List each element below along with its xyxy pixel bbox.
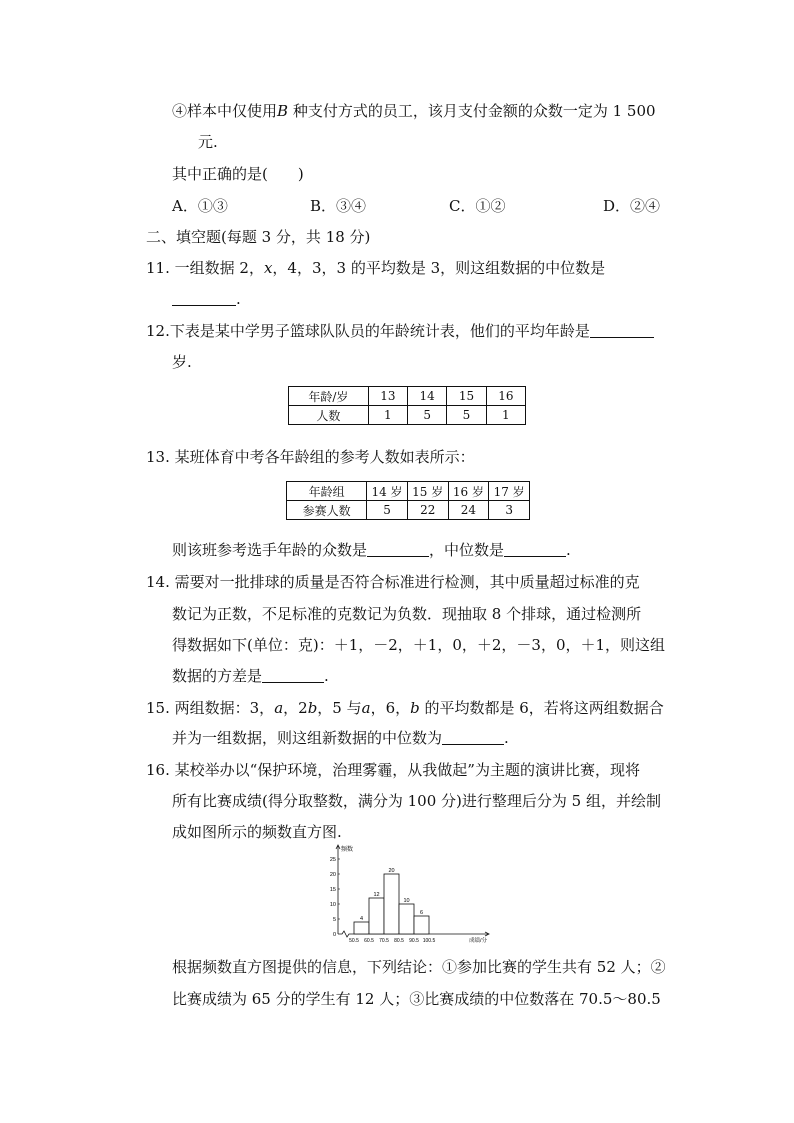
q11-answer-blank[interactable]: [172, 290, 236, 306]
table-row: [287, 501, 530, 520]
q10-prompt: 其中正确的是( ): [172, 165, 304, 183]
q15-tail: .: [504, 729, 509, 747]
q15-var-a2: a: [361, 699, 371, 717]
y-tick-label: 10: [329, 902, 336, 908]
table-cell: 16 岁: [448, 482, 489, 501]
q11-text-b: ，4，3，3 的平均数是 3，则这组数据的中位数是: [272, 259, 606, 277]
q10-item4-line2: 元.: [198, 133, 218, 151]
section2-title: 二、填空题(每题 3 分，共 18 分): [146, 228, 371, 246]
histogram-bar: [399, 904, 414, 934]
x-tick-label: 90.5: [409, 938, 419, 944]
q13-age-group-table: [286, 481, 530, 520]
y-tick-label: 15: [329, 887, 336, 893]
q12-answer-blank[interactable]: [590, 322, 654, 338]
table-row: [287, 482, 530, 501]
table-row: [289, 387, 526, 406]
q15-number: 15.: [146, 699, 170, 717]
q16-line3: 成如图所示的频数直方图.: [172, 823, 342, 841]
bar-value-label: 20: [388, 868, 395, 874]
q16-text-1: 某校举办以“保护环境，治理雾霾，从我做起”为主题的演讲比赛，现将: [174, 761, 640, 779]
q10-option-a: A．①③: [172, 197, 228, 215]
q11-line1: [146, 258, 605, 278]
y-tick-label: 0: [332, 932, 336, 938]
x-tick-label: 100.5: [422, 938, 436, 944]
table-cell: 14: [408, 387, 447, 406]
q12-text: 下表是某中学男子篮球队队员的年龄统计表，他们的平均年龄是: [169, 322, 590, 340]
q15-text-2: 并为一组数据，则这组新数据的中位数为: [172, 729, 443, 747]
q13-follow-a: 则该班参考选手年龄的众数是: [172, 541, 368, 559]
q11-text-a: 一组数据 2，: [174, 259, 264, 277]
histogram-bar: [384, 874, 399, 934]
q16-after2: 比赛成绩为 65 分的学生有 12 人；③比赛成绩的中位数落在 70.5～80.5: [172, 990, 661, 1008]
q15-text-c: ，5 与: [317, 699, 362, 717]
table-cell: 15: [447, 387, 486, 406]
table-cell: 14 岁: [367, 482, 408, 501]
table-cell: 17 岁: [489, 482, 530, 501]
q14-answer-blank[interactable]: [262, 667, 324, 683]
x-tick-label: 70.5: [379, 938, 389, 944]
q14-number: 14.: [146, 573, 170, 591]
q11-tail: .: [236, 290, 241, 308]
q14-text-1: 需要对一批排球的质量是否符合标准进行检测，其中质量超过标准的克: [174, 573, 640, 591]
q13-followup: [172, 540, 571, 560]
q12-number: 12.: [146, 322, 170, 340]
q14-line3: 得数据如下(单位：克)：＋1，－2，＋1，0，＋2，－3，0，＋1，则这组: [172, 636, 666, 654]
q10-option-c: C．①②: [449, 197, 506, 215]
table-cell: 5: [408, 406, 447, 425]
q10-option-b: B．③④: [310, 197, 367, 215]
q16-number: 16.: [146, 761, 170, 779]
q10-item4-text-b: 种支付方式的员工，该月支付金额的众数一定为 1 500: [288, 102, 656, 120]
table-cell: 16: [486, 387, 525, 406]
table-cell: 5: [367, 501, 408, 520]
q13-line1: [146, 447, 475, 467]
q15-text-d: ，6，: [370, 699, 411, 717]
table-cell: 3: [489, 501, 530, 520]
q14-line4: [172, 666, 329, 686]
q15-var-b2: b: [410, 699, 420, 717]
table-cell: 年龄组: [287, 482, 367, 501]
q14-line2: 数记为正数，不足标准的克数记为负数．现抽取 8 个排球，通过检测所: [172, 605, 642, 623]
y-tick-label: 5: [332, 917, 336, 923]
bar-value-label: 6: [419, 910, 424, 916]
histogram-bar: [369, 898, 384, 934]
q14-text-4: 数据的方差是: [172, 667, 263, 685]
histogram-bar: [414, 916, 429, 934]
x-tick-label: 50.5: [349, 938, 359, 944]
q14-line1: [146, 572, 640, 592]
q15-text-a: 两组数据：3，: [174, 699, 275, 717]
table-cell: 参赛人数: [287, 501, 367, 520]
q13-mode-blank[interactable]: [367, 541, 429, 557]
q15-text-b: ，2: [283, 699, 308, 717]
table-cell: 24: [448, 501, 489, 520]
q10-option-d: D．②④: [603, 197, 661, 215]
table-cell: 13: [368, 387, 407, 406]
q11-number: 11.: [146, 259, 170, 277]
q13-number: 13.: [146, 448, 170, 466]
y-tick-label: 20: [329, 872, 336, 878]
q12-line1: [146, 321, 654, 341]
q15-var-a1: a: [274, 699, 284, 717]
q13-follow-c: .: [566, 541, 571, 559]
y-tick-label: 25: [329, 857, 336, 863]
q10-item4-line1: [172, 101, 656, 121]
q15-line1: [146, 698, 664, 718]
table-cell: 15 岁: [407, 482, 448, 501]
q11-line2: [172, 289, 241, 309]
q15-line2: [172, 728, 509, 748]
q15-text-e: 的平均数都是 6，若将这两组数据合: [419, 699, 664, 717]
histogram-bar: [354, 922, 369, 934]
x-tick-label: 60.5: [364, 938, 374, 944]
bar-value-label: 4: [359, 916, 364, 922]
q12-tail: 岁.: [172, 353, 192, 371]
frequency-histogram: [318, 842, 494, 946]
q12-age-table: [288, 386, 526, 425]
q13-median-blank[interactable]: [504, 541, 566, 557]
table-cell: 1: [368, 406, 407, 425]
q13-follow-b: ，中位数是: [429, 541, 505, 559]
table-cell: 人数: [289, 406, 369, 425]
y-axis-label: 频数: [341, 847, 354, 853]
q15-var-b1: b: [307, 699, 318, 717]
table-cell: 5: [447, 406, 486, 425]
q14-tail: .: [324, 667, 329, 685]
x-tick-label: 80.5: [394, 938, 404, 944]
table-cell: 年龄/岁: [289, 387, 369, 406]
q16-after1: 根据频数直方图提供的信息，下列结论：①参加比赛的学生共有 52 人；②: [172, 958, 666, 976]
table-cell: 22: [407, 501, 448, 520]
bar-value-label: 12: [373, 892, 380, 898]
q10-item4-var-b: B: [277, 102, 289, 120]
q10-item4-text-a: ④样本中仅使用: [172, 102, 278, 120]
table-row: [289, 406, 526, 425]
bar-value-label: 10: [403, 898, 410, 904]
q13-text: 某班体育中考各年龄组的参考人数如表所示：: [174, 448, 475, 466]
q15-answer-blank[interactable]: [442, 729, 504, 745]
q16-line1: [146, 760, 640, 780]
x-axis-label: 成绩/分: [468, 938, 487, 944]
q11-var-x: x: [263, 259, 273, 277]
q16-line2: 所有比赛成绩(得分取整数，满分为 100 分)进行整理后分为 5 组，并绘制: [172, 792, 661, 810]
table-cell: 1: [486, 406, 525, 425]
